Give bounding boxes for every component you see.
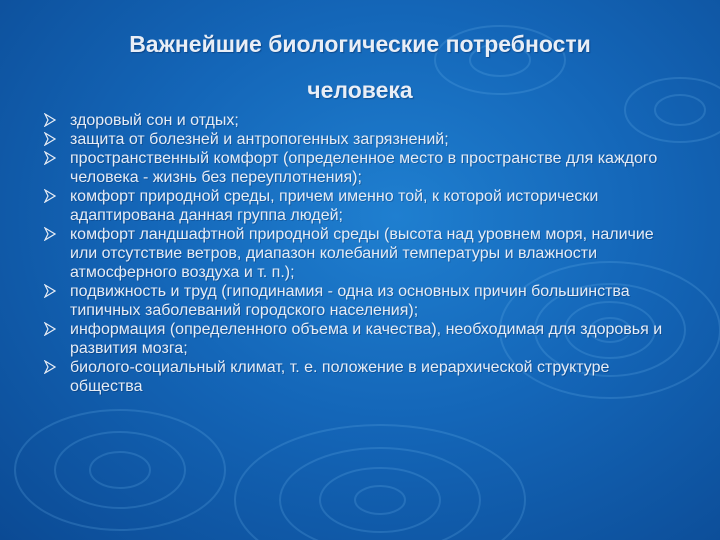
bullet-item — [44, 149, 674, 187]
arrow-bullet-icon — [44, 360, 56, 374]
bullet-text: пространственный комфорт (определенное место в пространстве для каждого человека - жизнь без переуплотнения); — [70, 150, 658, 186]
arrow-bullet-icon — [44, 113, 56, 127]
bullet-item — [44, 282, 674, 320]
arrow-bullet-icon — [44, 189, 56, 203]
arrow-bullet-icon — [44, 132, 56, 146]
bullet-text: защита от болезней и антропогенных загрязнений; — [70, 131, 449, 148]
bullet-item — [44, 225, 674, 282]
bullet-text: информация (определенного объема и качества), необходимая для здоровья и развития мозга; — [70, 321, 663, 357]
arrow-bullet-icon — [44, 322, 56, 336]
bullet-item — [44, 111, 674, 130]
arrow-bullet-icon — [44, 151, 56, 165]
bullet-item — [44, 187, 674, 225]
bullet-text: комфорт ландшафтной природной среды (высота над уровнем моря, наличие или отсутствие ветров, диапазон колебаний температуры и влажности атмосферного воздуха и т. п.); — [70, 226, 654, 281]
slide-title-line-2: человека — [307, 77, 413, 103]
bullet-text: биолого-социальный климат, т. е. положение в иерархической структуре общества — [70, 359, 610, 395]
bullet-item — [44, 320, 674, 358]
arrow-bullet-icon — [44, 284, 56, 298]
bullet-text: подвижность и труд (гиподинамия - одна из основных причин большинства типичных заболеваний городского населения); — [70, 283, 630, 319]
bullet-item — [44, 130, 674, 149]
bullet-text: комфорт природной среды, причем именно той, к которой исторически адаптирована данная группа людей; — [70, 188, 599, 224]
slide-title-line-1: Важнейшие биологические потребности — [129, 31, 591, 57]
bullet-item — [44, 358, 674, 396]
bullet-text: здоровый сон и отдых; — [70, 112, 239, 129]
arrow-bullet-icon — [44, 227, 56, 241]
bullet-list — [44, 111, 674, 396]
